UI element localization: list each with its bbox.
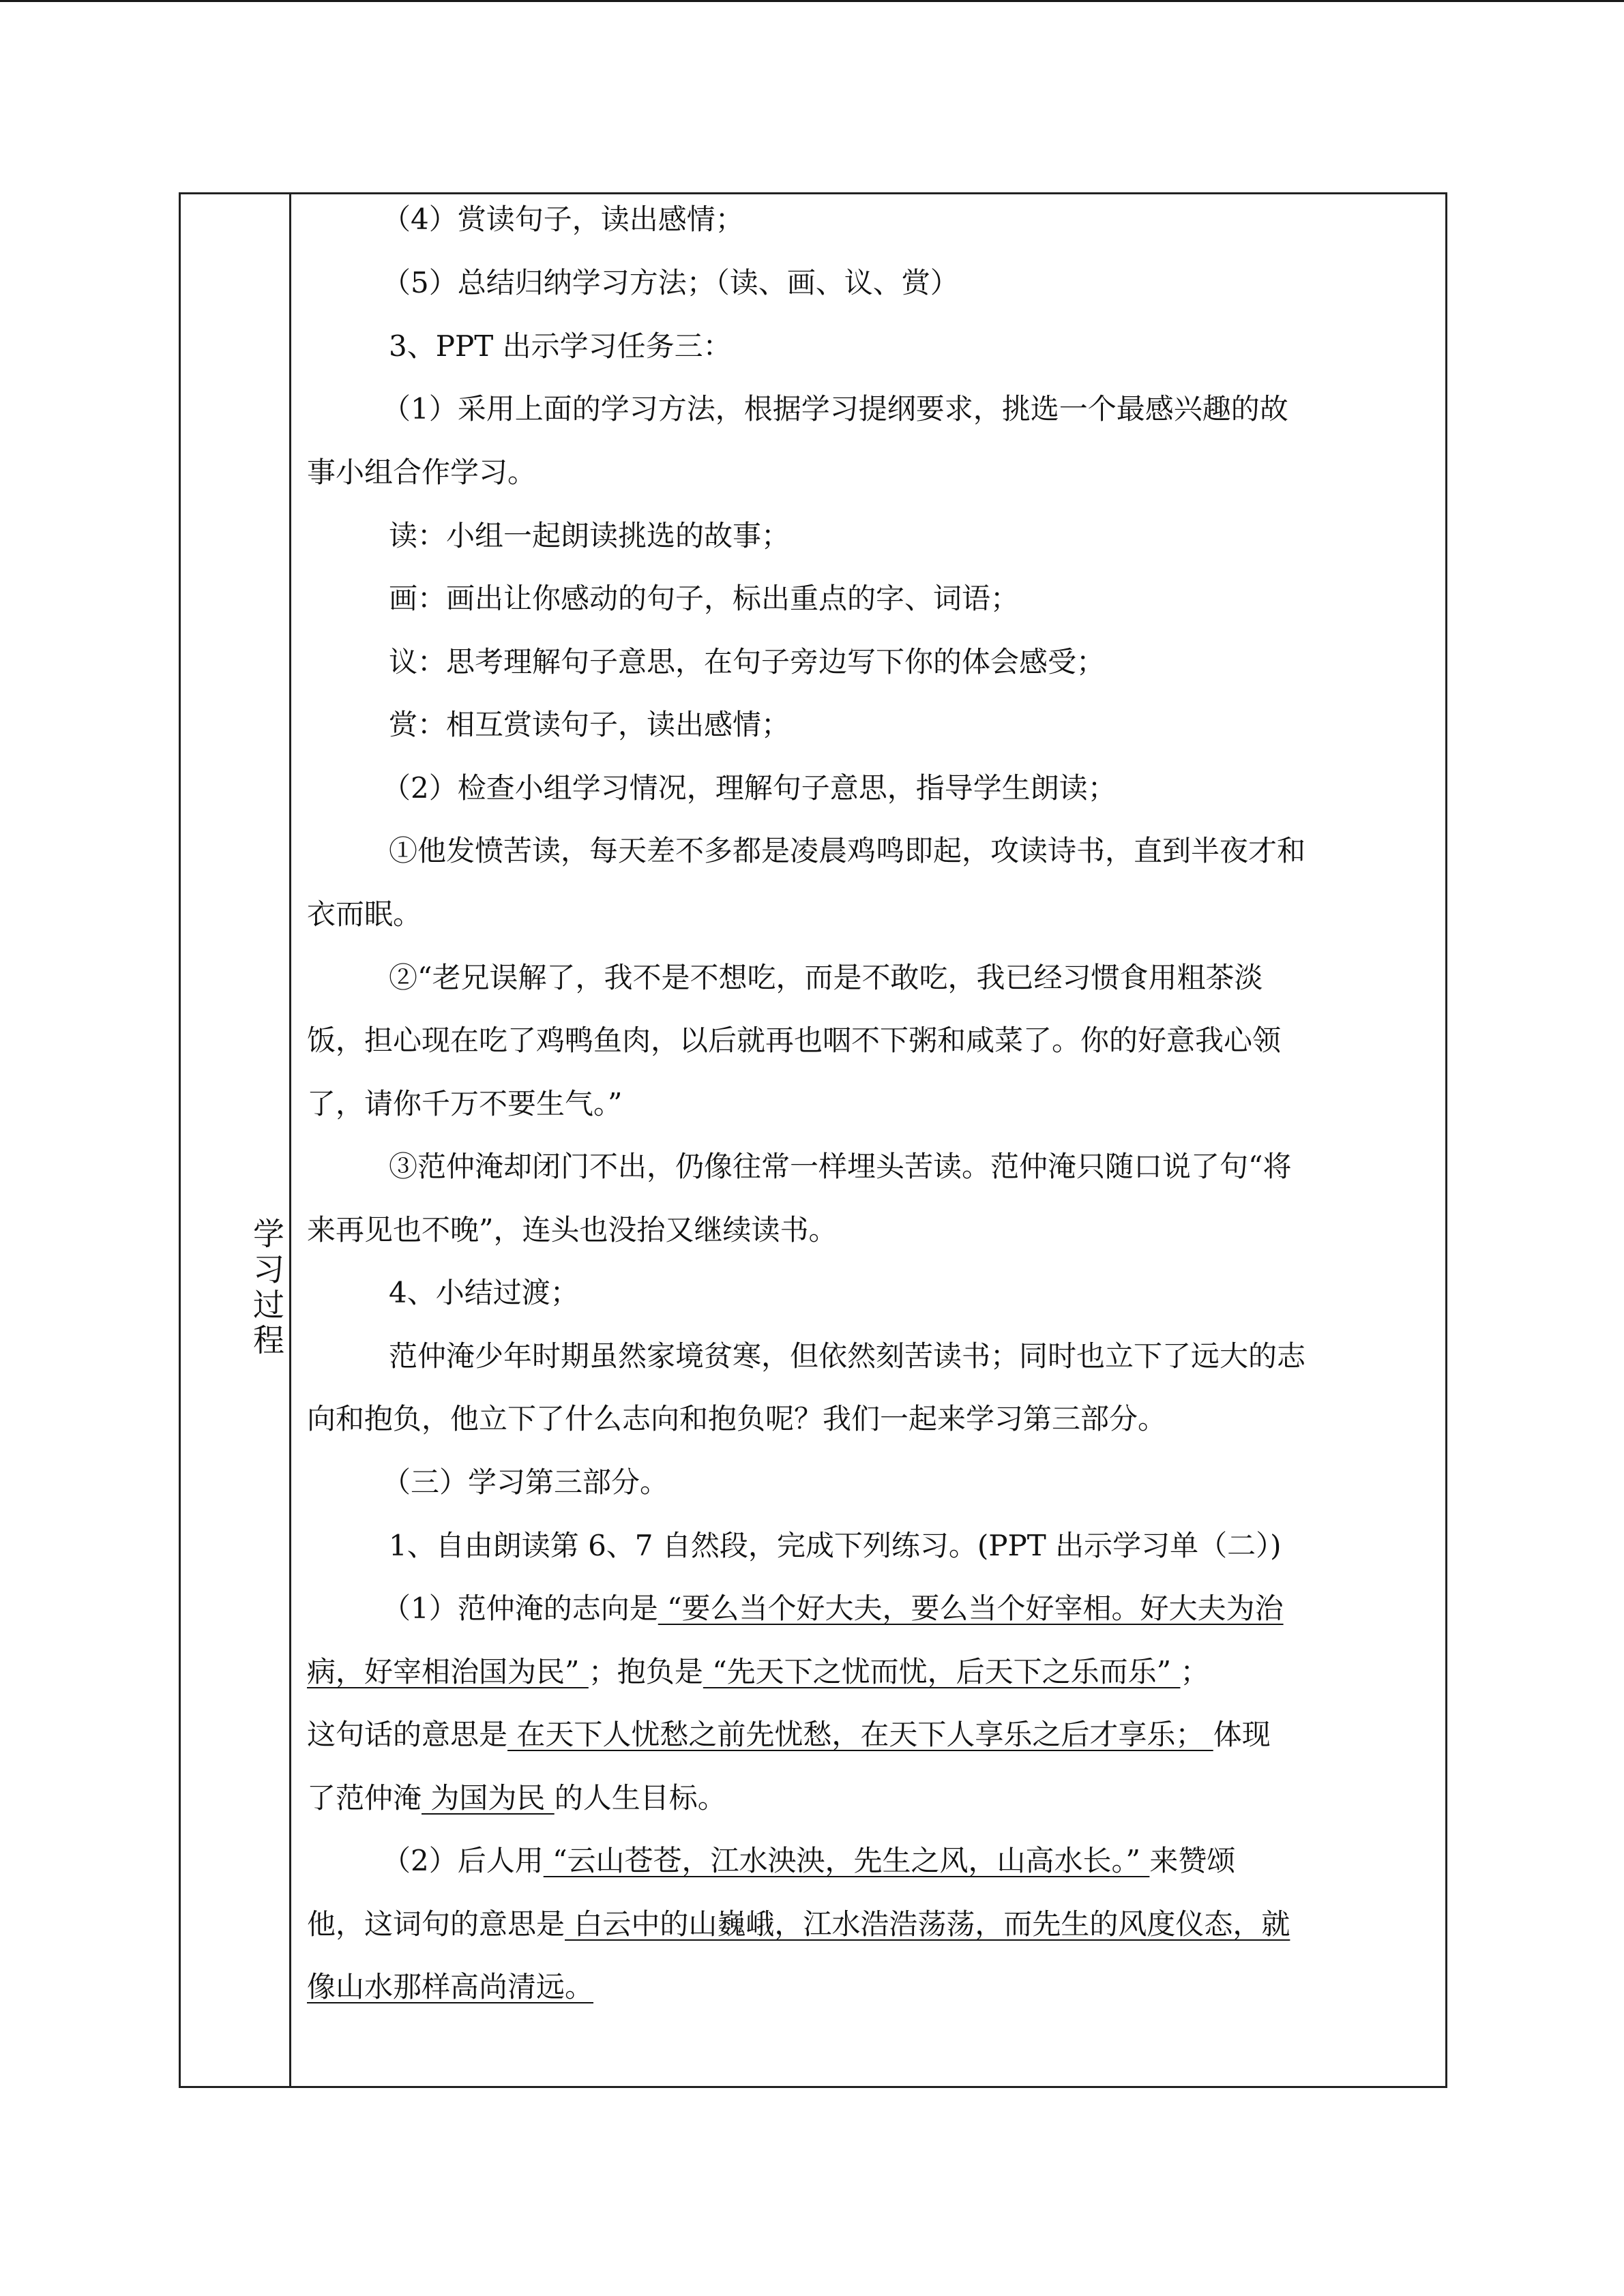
text-line: 读：小组一起朗读挑选的故事；: [389, 519, 791, 552]
text-line: 事小组合作学习。: [307, 456, 537, 489]
text-line: ②“老兄误解了，我不是不想吃，而是不敢吃，我已经习惯食用粗茶淡: [389, 961, 1263, 994]
text-line: 画：画出让你感动的句子，标出重点的字、词语；: [389, 582, 1020, 615]
text-line: 范仲淹少年时期虽然家境贫寒，但依然刻苦读书；同时也立下了远大的志: [389, 1339, 1306, 1373]
text-run: 他，这词句的意思是: [307, 1907, 565, 1941]
text-run: （2）后人用: [382, 1844, 544, 1877]
answer-blank: “云山苍苍，江水泱泱，先生之风，山高水长。”: [543, 1844, 1150, 1877]
text-line: 向和抱负，他立下了什么志向和抱负呢？我们一起来学习第三部分。: [307, 1402, 1167, 1435]
section-label: 学习过程: [248, 1217, 285, 1359]
answer-blank: 白云中的山巍峨，江水浩浩荡荡，而先生的风度仪态，就: [565, 1907, 1290, 1941]
text-line: 饭，担心现在吃了鸡鸭鱼肉，以后就再也咽不下粥和咸菜了。你的好意我心领: [307, 1024, 1282, 1057]
text-run: 来赞颂: [1149, 1844, 1236, 1877]
text-line: 1、自由朗读第 6、7 自然段，完成下列练习。(PPT 出示学习单（二）): [389, 1529, 1282, 1562]
text-line: [382, 1844, 1235, 1878]
text-run: （1）范仲淹的志向是: [382, 1592, 658, 1625]
text-line: [307, 1655, 1209, 1689]
text-run: 的人生目标。: [554, 1781, 726, 1815]
text-run: ；抱负是: [588, 1655, 703, 1688]
text-run: 体现: [1213, 1718, 1271, 1751]
text-line: 了，请你千万不要生气。”: [307, 1087, 623, 1120]
text-line: [307, 1781, 726, 1815]
lesson-table: [179, 192, 1447, 2088]
text-line: （4）赏读句子，读出感情；: [382, 203, 744, 236]
text-line: [307, 1907, 1290, 1941]
text-line: ①他发愤苦读，每天差不多都是凌晨鸡鸣即起，攻读诗书，直到半夜才和: [389, 834, 1306, 867]
section-label-cell: [181, 194, 291, 2086]
answer-blank: 为国为民: [422, 1781, 555, 1815]
text-line: 3、PPT 出示学习任务三：: [389, 329, 732, 363]
text-line: 衣而眠。: [307, 897, 422, 931]
text-run: 这句话的意思是: [307, 1718, 508, 1751]
top-border-line: [0, 0, 1624, 2]
text-line: 赏：相互赏读句子，读出感情；: [389, 708, 791, 741]
text-line: （5）总结归纳学习方法；（读、画、议、赏）: [382, 266, 959, 299]
answer-blank: “要么当个好大夫，要么当个好宰相。好大夫为治: [658, 1592, 1284, 1625]
text-line: 4、小结过渡；: [389, 1276, 579, 1309]
text-line: 来再见也不晚”，连头也没抬又继续读书。: [307, 1213, 838, 1247]
text-line: 议：思考理解句子意思，在句子旁边写下你的体会感受；: [389, 645, 1106, 679]
answer-blank: “先天下之忧而忧，后天下之乐而乐”: [703, 1655, 1181, 1688]
text-run: 了范仲淹: [307, 1781, 422, 1815]
text-run: ；: [1180, 1655, 1209, 1688]
text-line: [382, 1592, 1284, 1626]
text-line: （三）学习第三部分。: [382, 1465, 669, 1499]
text-line: ③范仲淹却闭门不出，仍像往常一样埋头苦读。范仲淹只随口说了句“将: [389, 1150, 1292, 1183]
text-line: （2）检查小组学习情况，理解句子意思，指导学生朗读；: [382, 771, 1117, 805]
answer-blank: 在天下人忧愁之前先忧愁，在天下人享乐之后才享乐；: [507, 1718, 1213, 1751]
answer-blank: 像山水那样高尚清远。: [307, 1970, 594, 2003]
text-line: [307, 1718, 1271, 1752]
text-line: （1）采用上面的学习方法，根据学习提纲要求，挑选一个最感兴趣的故: [382, 392, 1288, 426]
answer-blank: 病，好宰相治国为民”: [307, 1655, 589, 1688]
